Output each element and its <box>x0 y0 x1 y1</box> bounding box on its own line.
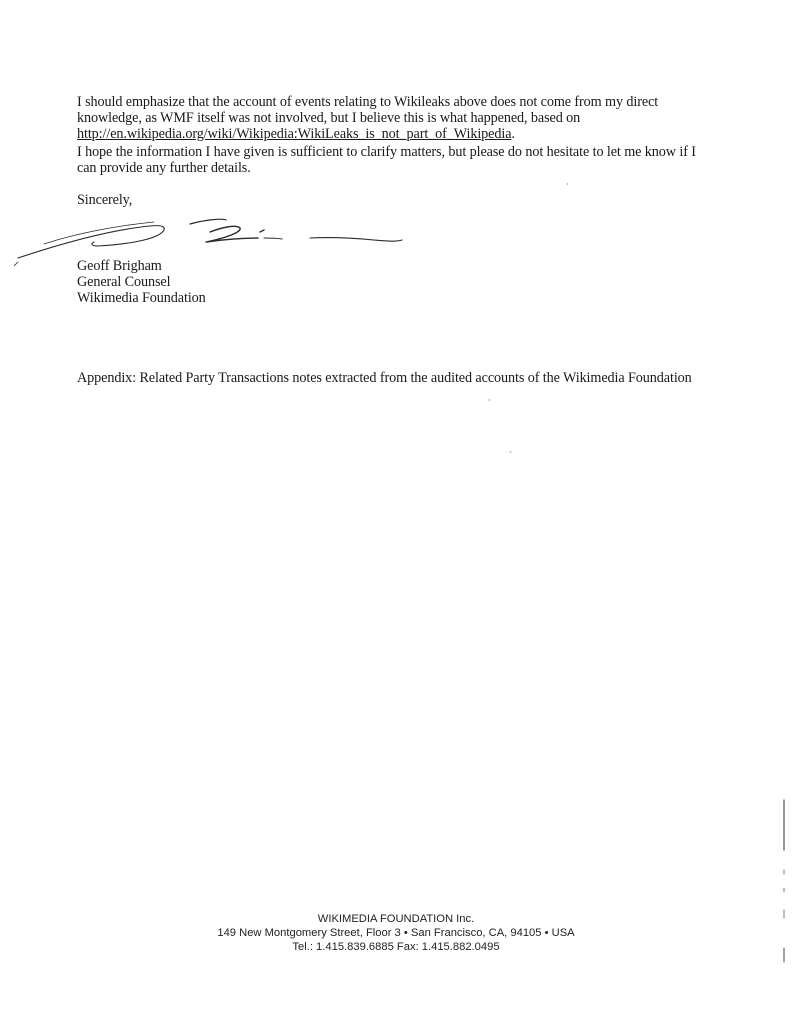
letterhead-footer <box>0 912 792 954</box>
paragraph-line <box>77 126 757 142</box>
closing-salutation: Sincerely, <box>77 192 133 208</box>
footer-contact: Tel.: 1.415.839.6885 Fax: 1.415.882.0495 <box>292 941 500 953</box>
footer-address: 149 New Montgomery Street, Floor 3 • San Francisco, CA, 94105 • USA <box>217 927 575 939</box>
signer-name: Geoff Brigham <box>77 258 162 274</box>
handwritten-signature <box>14 208 414 268</box>
signer-block <box>77 258 206 306</box>
link-suffix: . <box>511 126 515 142</box>
signer-organization: Wikimedia Foundation <box>77 290 206 306</box>
paragraph-line: knowledge, as WMF itself was not involved, but I believe this is what happened, based on <box>77 110 581 126</box>
footer-org: WIKIMEDIA FOUNDATION Inc. <box>317 913 475 925</box>
paragraph-line: can provide any further details. <box>77 160 251 176</box>
paragraph-closing-remark <box>77 144 757 176</box>
appendix-note: Appendix: Related Party Transactions notes extracted from the audited accounts of the Wikimedia Foundation <box>77 370 692 386</box>
paragraph-line: I hope the information I have given is sufficient to clarify matters, but please do not hesitate to let me know if I <box>77 144 696 160</box>
paragraph-line: I should emphasize that the account of events relating to Wikileaks above does not come from my direct <box>77 94 659 110</box>
paragraph-source-note <box>77 94 757 142</box>
wikipedia-link[interactable]: http://en.wikipedia.org/wiki/Wikipedia:WikiLeaks_is_not_part_of_Wikipedia <box>77 126 512 142</box>
signer-title: General Counsel <box>77 274 171 290</box>
